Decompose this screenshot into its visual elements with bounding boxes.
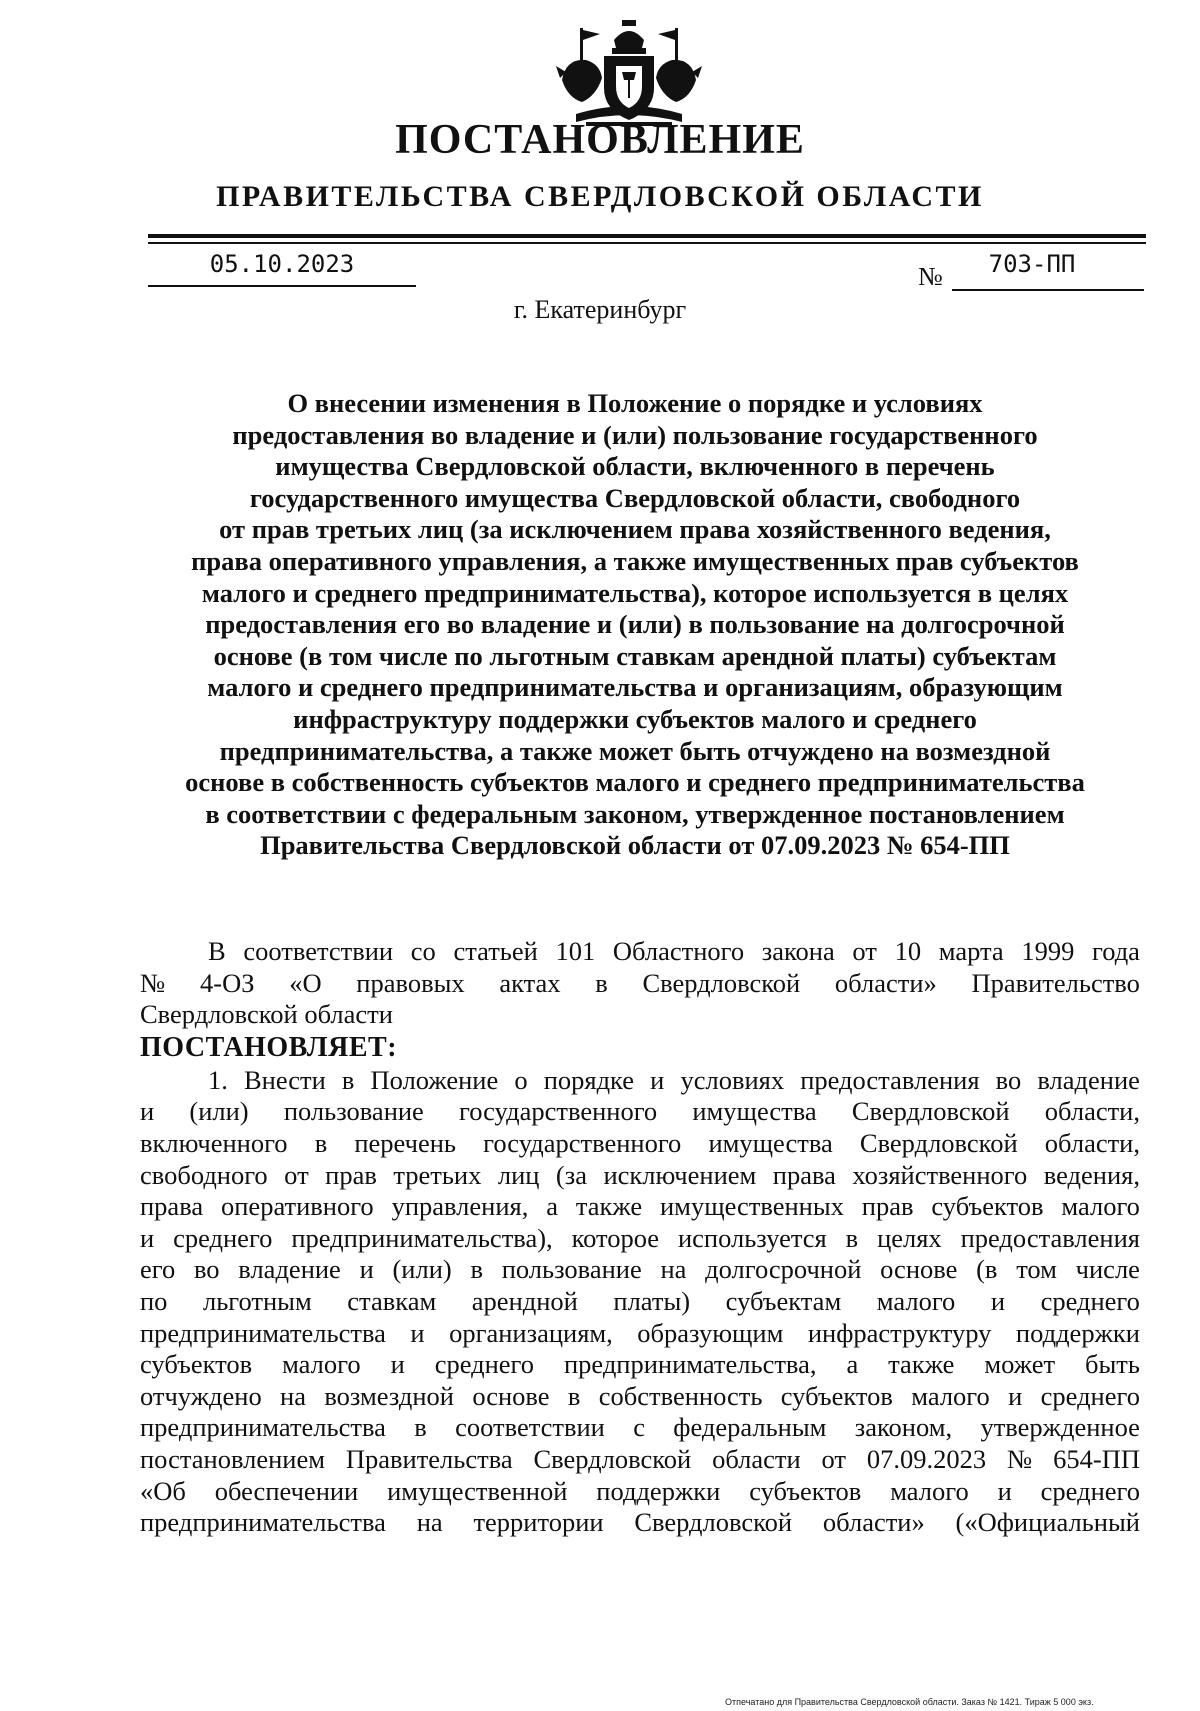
word: предпринимательства xyxy=(140,1507,386,1538)
word: быть xyxy=(1085,1349,1140,1380)
word: том xyxy=(1016,1254,1057,1285)
word: также xyxy=(888,1349,955,1380)
word: и xyxy=(990,1285,1006,1316)
word: управления, xyxy=(391,1191,529,1222)
word: постановлением xyxy=(140,1443,325,1474)
word: федеральным xyxy=(673,1412,827,1443)
number-underline xyxy=(952,289,1144,291)
item-line xyxy=(140,1318,1140,1350)
word: владение xyxy=(238,1254,341,1285)
word: имущества xyxy=(692,1096,817,1127)
word: имущества xyxy=(708,1127,833,1158)
word: в xyxy=(470,1254,483,1285)
word: и xyxy=(390,1349,405,1380)
word: во xyxy=(995,1064,1022,1095)
word: может xyxy=(984,1349,1056,1380)
word: в xyxy=(414,1412,427,1443)
word: обеспечении xyxy=(214,1475,359,1506)
word: государственного xyxy=(459,1096,658,1127)
issuer-title: ПРАВИТЕЛЬСТВА СВЕРДЛОВСКОЙ ОБЛАСТИ xyxy=(216,180,984,213)
word: в xyxy=(567,1380,581,1411)
word: и xyxy=(410,1317,425,1348)
heading-line: государственного имущества Свердловской области, свободного xyxy=(249,482,1021,513)
word: Свердловской xyxy=(140,999,298,1030)
word: субъектов xyxy=(780,1380,893,1411)
word: предоставления xyxy=(800,1064,980,1095)
word: области xyxy=(712,1443,801,1474)
word: субъектов xyxy=(140,1349,253,1380)
word: от xyxy=(284,1159,309,1190)
word: статьей xyxy=(453,936,538,966)
word: Свердловской xyxy=(533,1443,692,1474)
word: перечень xyxy=(354,1127,457,1158)
word: законом, xyxy=(854,1412,953,1443)
word: № xyxy=(1006,1443,1033,1474)
heading-line: имущества Свердловской области, включенного в перечень xyxy=(275,451,995,482)
word: и xyxy=(140,1222,155,1253)
document-title: ПОСТАНОВЛЕНИЕ xyxy=(395,117,805,163)
word: «О xyxy=(289,967,322,998)
word: хозяйственного xyxy=(852,1159,1028,1190)
word: и xyxy=(359,1254,374,1285)
word: соответствии xyxy=(243,936,394,966)
word: малого xyxy=(282,1349,361,1380)
word: прав xyxy=(861,1191,914,1222)
word: и xyxy=(1008,1380,1023,1411)
word: отчуждено xyxy=(140,1380,262,1411)
word: Областного xyxy=(612,936,745,966)
item-line xyxy=(140,1349,1140,1381)
item-line xyxy=(140,1223,1140,1255)
word: Внести xyxy=(243,1064,326,1095)
word: на xyxy=(660,1254,687,1285)
city: г. Екатеринбург xyxy=(513,295,687,324)
word: среднего xyxy=(1040,1380,1140,1411)
heading-line: основе в собственность субъектов малого и среднего предпринимательства xyxy=(185,767,1085,798)
header-divider xyxy=(148,234,1146,238)
word: собственность xyxy=(598,1380,763,1411)
word: о xyxy=(514,1064,528,1095)
word: области» xyxy=(834,967,937,998)
word: права xyxy=(140,1191,204,1222)
word: (или) xyxy=(189,1096,249,1127)
word: права xyxy=(772,1159,836,1190)
preamble-line xyxy=(140,968,1140,1000)
word: Свердловской xyxy=(642,967,801,998)
word: области, xyxy=(1044,1127,1140,1158)
heading-line: малого и среднего предпринимательства), которое используется в целях xyxy=(201,577,1069,608)
heading-line: малого и среднего предпринимательства и организациям, образующим xyxy=(207,672,1063,703)
item-line xyxy=(140,1412,1140,1444)
word: предоставления xyxy=(960,1222,1140,1253)
word: в xyxy=(845,1222,859,1253)
word: (за xyxy=(555,1159,587,1190)
item-line xyxy=(140,1254,1140,1286)
word: а xyxy=(846,1349,859,1380)
document-number: 703-ПП xyxy=(988,250,1076,278)
word: 1. xyxy=(208,1064,228,1095)
item-line xyxy=(140,1507,1140,1539)
word: актах xyxy=(499,967,561,998)
word: арендной xyxy=(471,1285,578,1316)
word: Свердловской xyxy=(851,1096,1010,1127)
word: Свердловской xyxy=(859,1127,1018,1158)
word: Правительство xyxy=(971,967,1140,998)
word: и xyxy=(650,1064,665,1095)
word: субъектам xyxy=(725,1285,842,1316)
word: третьих xyxy=(393,1159,482,1190)
heading-line: О внесении изменения в Положение о порядке и условиях xyxy=(287,388,983,418)
word: числе xyxy=(1075,1254,1140,1285)
header-divider-thin xyxy=(148,242,1146,244)
word: исключением xyxy=(603,1159,757,1190)
heading-line: инфраструктуру поддержки субъектов малого и среднего xyxy=(293,703,977,734)
word: со xyxy=(410,936,436,966)
word: льготным xyxy=(202,1285,312,1316)
word: имущественных xyxy=(660,1191,844,1222)
word: среднего xyxy=(1040,1475,1140,1506)
word: имущественной xyxy=(387,1475,568,1506)
word: инфраструктуру xyxy=(807,1317,992,1348)
word: (в xyxy=(976,1254,998,1285)
heading-line: от прав третьих лиц (за исключением права хозяйственного ведения, xyxy=(219,514,1051,545)
word: В xyxy=(208,936,226,966)
word: предпринимательства, xyxy=(563,1349,817,1380)
word: лиц xyxy=(497,1159,540,1190)
item-line xyxy=(140,1160,1140,1192)
coat-of-arms-icon xyxy=(556,18,702,130)
item-line xyxy=(140,1286,1140,1318)
word: предпринимательства xyxy=(140,1317,386,1348)
word: долгосрочной xyxy=(705,1254,862,1285)
word: среднего xyxy=(1040,1285,1140,1316)
word: порядке xyxy=(543,1064,635,1095)
word: по xyxy=(140,1285,168,1316)
word: основе xyxy=(880,1254,958,1285)
word: 4-ОЗ xyxy=(200,967,255,998)
word: основе xyxy=(472,1380,550,1411)
word: правовых xyxy=(356,967,465,998)
word: 10 xyxy=(894,936,922,966)
word: платы) xyxy=(613,1285,691,1316)
word: малого xyxy=(876,1285,956,1316)
word: а xyxy=(546,1191,558,1222)
word: Положение xyxy=(370,1064,499,1095)
word: 101 xyxy=(555,936,596,966)
word: «Об xyxy=(140,1475,186,1506)
item-line xyxy=(140,1065,1140,1097)
preamble-line xyxy=(140,999,1140,1031)
word: (или) xyxy=(392,1254,452,1285)
heading-line: предоставления его во владение и (или) в пользование на долгосрочной xyxy=(205,609,1065,640)
word: территории xyxy=(473,1507,604,1538)
document-date: 05.10.2023 xyxy=(209,250,355,278)
word: № xyxy=(140,967,166,998)
heading-line: основе (в том числе по льготным ставкам арендной платы) субъектам xyxy=(213,640,1057,671)
word: среднего xyxy=(173,1222,273,1253)
word: на xyxy=(280,1380,306,1411)
word: области, xyxy=(1044,1096,1140,1127)
word: ведения, xyxy=(1043,1159,1140,1190)
word: условиях xyxy=(680,1064,785,1095)
number-sign: № xyxy=(918,262,943,291)
word: на xyxy=(416,1507,443,1538)
word: марта xyxy=(938,936,1004,966)
word: соответствии xyxy=(455,1412,605,1443)
word: оперативного xyxy=(221,1191,374,1222)
word: свободного xyxy=(140,1159,268,1190)
print-imprint: Отпечатано для Правительства Свердловской области. Заказ № 1421. Тираж 5 000 экз. xyxy=(725,1697,1094,1707)
word: 654-ПП xyxy=(1053,1443,1140,1474)
word: организациям, xyxy=(449,1317,613,1348)
word: среднего xyxy=(434,1349,535,1380)
preamble-line xyxy=(140,936,1140,968)
item-line xyxy=(140,1476,1140,1508)
word: и xyxy=(997,1475,1012,1506)
item-line xyxy=(140,1128,1140,1160)
word: закона xyxy=(761,936,835,966)
decree-word: ПОСТАНОВЛЯЕТ: xyxy=(140,1031,398,1063)
word: прав xyxy=(325,1159,377,1190)
word: включенного xyxy=(140,1127,288,1158)
heading-line: права оперативного управления, а также имущественных прав субъектов xyxy=(191,545,1079,576)
word: малого xyxy=(911,1380,990,1411)
word: области» xyxy=(822,1507,925,1538)
word: Правительства xyxy=(345,1443,513,1474)
word: его xyxy=(140,1254,176,1285)
document-heading xyxy=(130,388,1140,862)
word: пользование xyxy=(283,1096,424,1127)
word: предпринимательства xyxy=(140,1412,386,1443)
word: владение xyxy=(1037,1064,1140,1095)
word: с xyxy=(633,1412,645,1443)
word: ставкам xyxy=(347,1285,437,1316)
word: утвержденное xyxy=(980,1412,1140,1443)
item-line xyxy=(140,1191,1140,1223)
item-line xyxy=(140,1381,1140,1413)
word: от xyxy=(821,1443,847,1474)
word: («Официальный xyxy=(955,1507,1140,1538)
heading-line: Правительства Свердловской области от 07.09.2023 № 654-ПП xyxy=(260,830,1010,861)
word: возмездной xyxy=(324,1380,454,1411)
word: предпринимательства), xyxy=(291,1222,553,1253)
word: и xyxy=(140,1096,155,1127)
word: субъектов xyxy=(931,1191,1044,1222)
word: используется xyxy=(677,1222,827,1253)
word: в xyxy=(595,967,608,998)
heading-line: в соответствии с федеральным законом, утвержденное постановлением xyxy=(205,798,1065,829)
word: малого xyxy=(1061,1191,1140,1222)
date-underline xyxy=(148,285,416,287)
word: во xyxy=(193,1254,220,1285)
word: 1999 xyxy=(1021,936,1075,966)
item-line xyxy=(140,1096,1140,1128)
word: года xyxy=(1092,936,1140,966)
word: также xyxy=(575,1191,643,1222)
heading-line: предоставления во владение и (или) пользование государственного xyxy=(232,419,1038,450)
word: Свердловской xyxy=(634,1507,793,1538)
word: пользование xyxy=(501,1254,642,1285)
word: субъектов xyxy=(749,1475,862,1506)
word: целях xyxy=(877,1222,942,1253)
item-line xyxy=(140,1444,1140,1476)
word: от xyxy=(852,936,877,966)
document-body xyxy=(140,936,1140,1539)
word: в xyxy=(314,1127,328,1158)
heading-line: предпринимательства, а также может быть отчуждено на возмездной xyxy=(219,735,1051,766)
word: которое xyxy=(571,1222,660,1253)
word: образующим xyxy=(637,1317,784,1348)
word: области xyxy=(304,999,393,1030)
word: малого xyxy=(890,1475,969,1506)
word: 07.09.2023 xyxy=(866,1443,987,1474)
word: поддержки xyxy=(596,1475,721,1506)
word: поддержки xyxy=(1015,1317,1140,1348)
word: в xyxy=(341,1064,355,1095)
word: государственного xyxy=(483,1127,682,1158)
